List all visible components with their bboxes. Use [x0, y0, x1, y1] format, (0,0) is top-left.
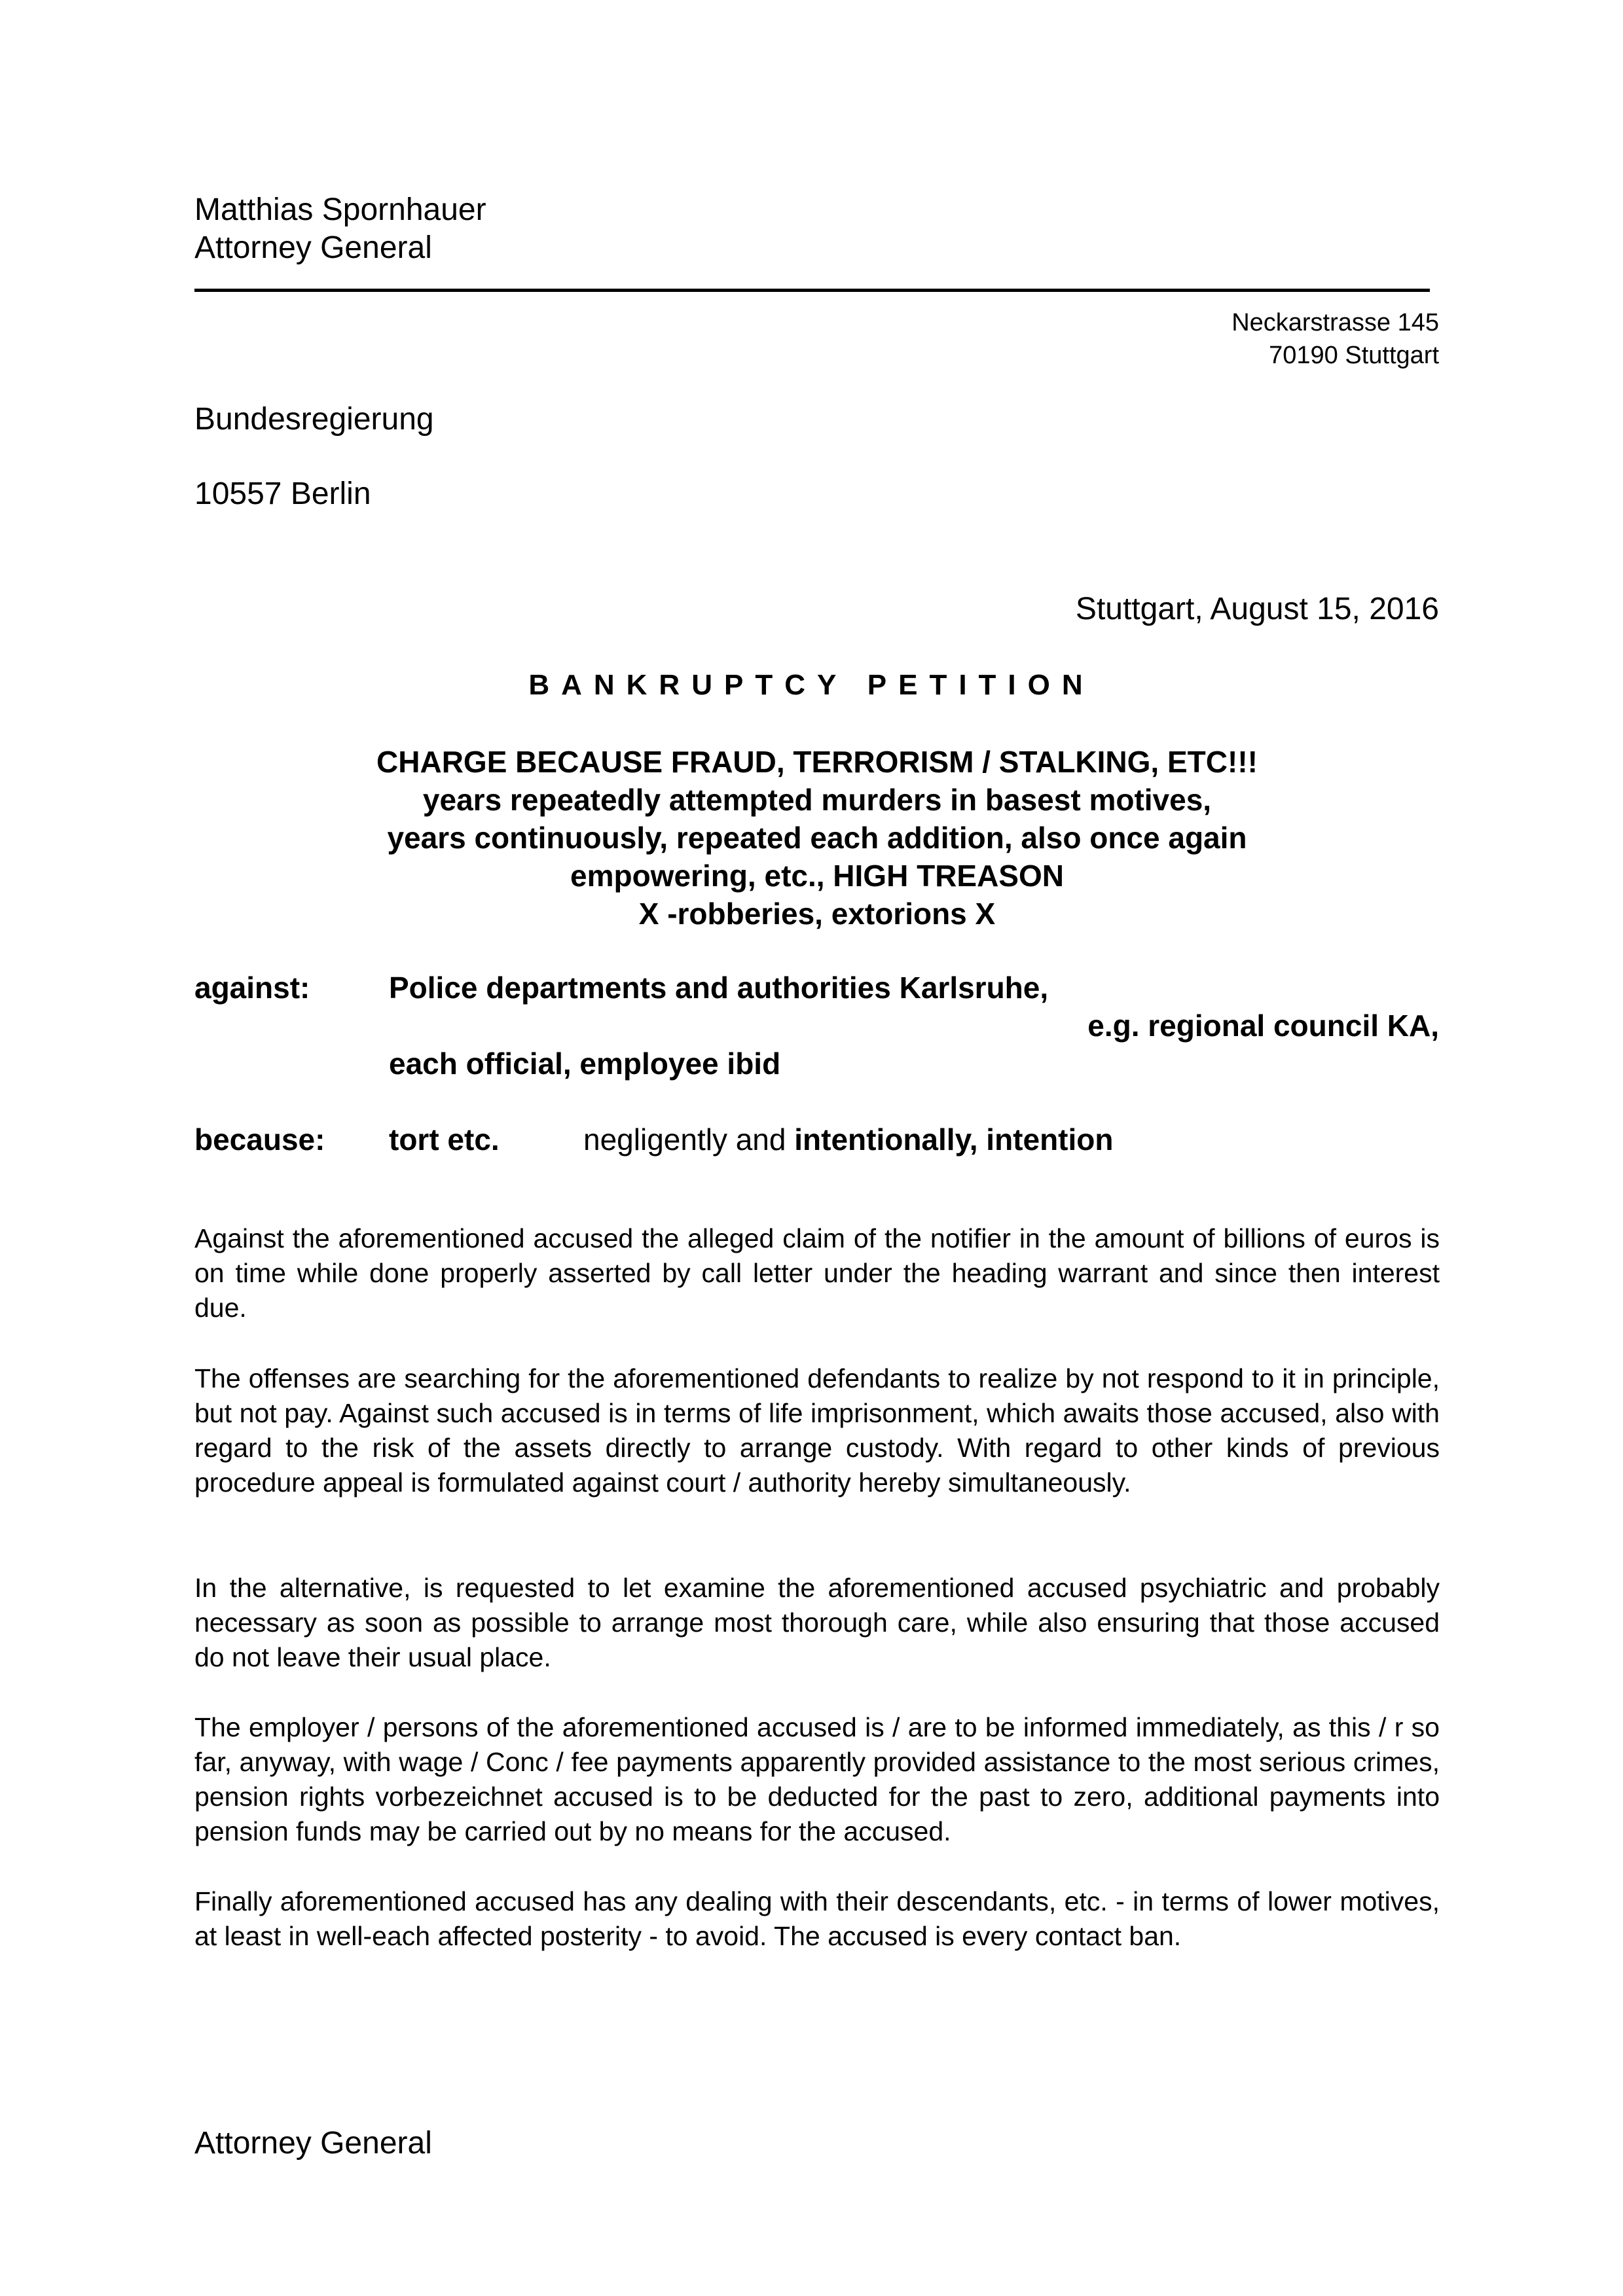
document-title: BANKRUPTCY PETITION — [528, 669, 1095, 701]
charge-line: empowering, etc., HIGH TREASON — [570, 859, 1064, 893]
sender-city: 70190 Stuttgart — [1269, 342, 1439, 369]
paragraph: The offenses are searching for the aforementioned defendants to realize by not respond to it in principle, but not pay. Against such accused is in terms of life imprisonment, which awaits those accused, also with regard to the risk of the assets directly to arrange custody. With regard to other kinds of previous procedure appeal is formulated against court / authority hereby simultaneously. — [194, 1363, 1440, 1498]
against-line-3: each official, employee ibid — [389, 1047, 781, 1081]
signoff: Attorney General — [194, 2126, 432, 2161]
against-line-2: e.g. regional council KA, — [1087, 1009, 1439, 1043]
header-divider — [194, 289, 1430, 292]
because-detail-normal: negligently and — [583, 1122, 786, 1157]
charge-block — [194, 743, 1440, 933]
sender-name: Matthias Spornhauer — [194, 192, 486, 227]
paragraph: Against the aforementioned accused the alleged claim of the notifier in the amount of billions of euros is on time while done properly asserted by call letter under the heading warrant and since then interest due. — [194, 1223, 1440, 1323]
sender-block — [194, 191, 486, 267]
date-line: Stuttgart, August 15, 2016 — [1075, 592, 1439, 626]
paragraph: Finally aforementioned accused has any dealing with their descendants, etc. - in terms of lower motives, at least in well-each affected posterity - to avoid. The accused is every contact ban. — [194, 1886, 1440, 1951]
because-label: because: — [194, 1122, 325, 1157]
charge-line: CHARGE BECAUSE FRAUD, TERRORISM / STALKING, ETC!!! — [376, 745, 1258, 779]
because-detail — [583, 1121, 1113, 1158]
charge-line: years continuously, repeated each addition, also once again — [387, 821, 1247, 855]
sender-title: Attorney General — [194, 230, 432, 265]
sender-street: Neckarstrasse 145 — [1231, 309, 1439, 336]
recipient-city: 10557 Berlin — [194, 476, 371, 511]
against-label: against: — [194, 971, 310, 1005]
charge-line: X -robberies, extorions X — [638, 897, 996, 931]
because-detail-bold: intentionally, intention — [794, 1122, 1114, 1157]
recipient-name: Bundesregierung — [194, 402, 434, 437]
because-value: tort etc. — [389, 1122, 500, 1157]
paragraph: The employer / persons of the aforementioned accused is / are to be informed immediately, as this / r so far, anyway, with wage / Conc / fee payments apparently provided assistance to the most serious crimes, pension rights vorbezeichnet accused is to be deducted for the past to zero, additional payments into pension funds may be carried out by no means for the accused. — [194, 1712, 1440, 1846]
against-line-1: Police departments and authorities Karlsruhe, — [389, 971, 1049, 1005]
sender-address — [1231, 306, 1439, 372]
charge-line: years repeatedly attempted murders in basest motives, — [422, 783, 1212, 817]
paragraph: In the alternative, is requested to let examine the aforementioned accused psychiatric and probably necessary as soon as possible to arrange most thorough care, while also ensuring that those accused do not leave their usual place. — [194, 1573, 1440, 1672]
